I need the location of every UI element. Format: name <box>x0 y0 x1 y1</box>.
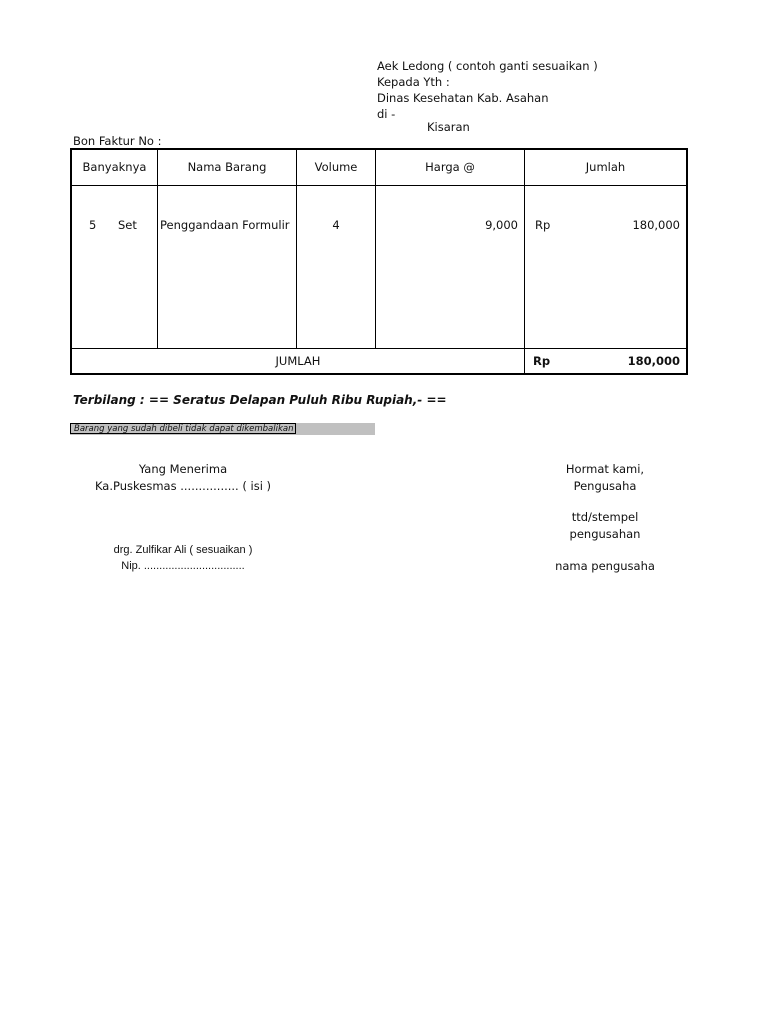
sender-role: Pengusaha <box>573 479 637 493</box>
receiver-name: drg. Zulfikar Ali ( sesuaikan ) <box>113 544 253 556</box>
row-total: 180,000 <box>632 218 680 232</box>
footer-currency: Rp <box>533 354 551 368</box>
receiver-role: Ka.Puskesmas ................ ( isi ) <box>94 479 272 493</box>
recipient: Dinas Kesehatan Kab. Asahan <box>377 91 549 105</box>
footer-total: 180,000 <box>627 354 680 368</box>
row-item: Penggandaan Formulir <box>160 218 290 232</box>
sender-stamp-1: ttd/stempel <box>571 510 639 524</box>
receiver-nip: Nip. ................................. <box>121 560 245 572</box>
row-price: 9,000 <box>485 218 518 232</box>
city: Kisaran <box>427 120 470 134</box>
col-header-price: Harga @ <box>425 160 475 174</box>
row-currency: Rp <box>535 218 551 232</box>
row-volume: 4 <box>332 218 340 232</box>
col-header-total: Jumlah <box>585 160 626 174</box>
row-unit: Set <box>118 218 137 232</box>
place-date: Aek Ledong ( contoh ganti sesuaikan ) <box>377 59 598 73</box>
sender-stamp-2: pengusahan <box>569 527 641 541</box>
sender-name: nama pengusaha <box>555 559 655 573</box>
invoice-label: Bon Faktur No : <box>73 134 162 148</box>
footer-label: JUMLAH <box>275 354 321 368</box>
amount-in-words: Terbilang : == Seratus Delapan Puluh Ribu Rupiah,- == <box>73 393 447 407</box>
to-label: Kepada Yth : <box>377 75 450 89</box>
note-text: Barang yang sudah dibeli tidak dapat dikembalikan <box>74 424 294 434</box>
col-header-volume: Volume <box>314 160 358 174</box>
row-qty: 5 <box>89 218 97 232</box>
sender-title: Hormat kami, <box>565 462 645 476</box>
col-header-item: Nama Barang <box>187 160 267 174</box>
di-label: di - <box>377 107 396 121</box>
receiver-title: Yang Menerima <box>138 462 228 476</box>
col-header-qty: Banyaknya <box>82 160 147 174</box>
